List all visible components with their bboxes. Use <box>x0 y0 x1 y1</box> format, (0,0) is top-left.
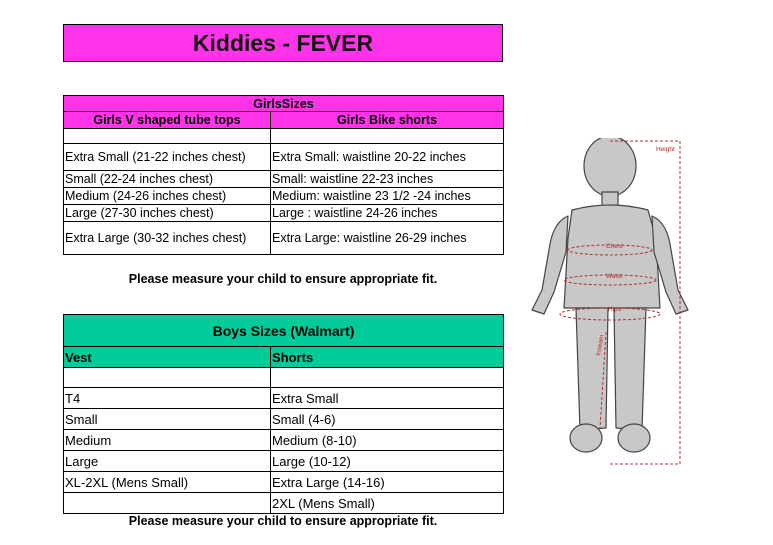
girls-table-header: GirlsSizes <box>64 96 504 112</box>
right-leg-shape <box>614 308 646 430</box>
table-cell: Large (27-30 inches chest) <box>64 205 271 222</box>
child-measurement-figure <box>510 138 725 468</box>
table-cell: Extra Small: waistline 20-22 inches <box>271 144 504 171</box>
table-cell: Extra Small (21-22 inches chest) <box>64 144 271 171</box>
table-cell: Small (4-6) <box>271 409 504 430</box>
table-cell: Medium: waistline 23 1/2 -24 inches <box>271 188 504 205</box>
neck-shape <box>602 192 618 206</box>
table-cell: Large (10-12) <box>271 451 504 472</box>
boys-col-vest: Vest <box>64 347 271 368</box>
table-cell: XL-2XL (Mens Small) <box>64 472 271 493</box>
table-cell: Small <box>64 409 271 430</box>
empty-cell <box>271 129 504 144</box>
measure-note: Please measure your child to ensure appropriate fit. <box>128 272 438 286</box>
empty-cell <box>64 368 271 388</box>
height-label: Height <box>656 146 675 153</box>
girls-col-shorts: Girls Bike shorts <box>271 112 504 129</box>
table-cell: Extra Large (30-32 inches chest) <box>64 222 271 255</box>
table-cell: 2XL (Mens Small) <box>271 493 504 514</box>
empty-cell <box>64 493 271 514</box>
table-cell: Extra Large: waistline 26-29 inches <box>271 222 504 255</box>
left-arm-shape <box>532 216 568 314</box>
table-cell: Small (22-24 inches chest) <box>64 171 271 188</box>
boys-col-shorts: Shorts <box>271 347 504 368</box>
boys-table-header: Boys Sizes (Walmart) <box>64 315 504 347</box>
girls-col-tops: Girls V shaped tube tops <box>64 112 271 129</box>
table-cell: Medium (8-10) <box>271 430 504 451</box>
boys-size-table <box>63 314 504 514</box>
empty-cell <box>64 129 271 144</box>
table-cell: Small: waistline 22-23 inches <box>271 171 504 188</box>
measure-note: Please measure your child to ensure appropriate fit. <box>128 514 438 528</box>
table-cell: Medium <box>64 430 271 451</box>
page-title: Kiddies - FEVER <box>63 24 503 62</box>
table-cell: Large <box>64 451 271 472</box>
left-foot-shape <box>570 424 602 452</box>
table-cell: Medium (24-26 inches chest) <box>64 188 271 205</box>
torso-shape <box>564 205 660 308</box>
table-cell: Extra Large (14-16) <box>271 472 504 493</box>
chest-label: Chest <box>606 243 623 250</box>
empty-cell <box>271 368 504 388</box>
girls-size-table <box>63 95 504 255</box>
inseam-label: Inseam <box>595 334 606 357</box>
table-cell: Large : waistline 24-26 inches <box>271 205 504 222</box>
table-cell: T4 <box>64 388 271 409</box>
table-cell: Extra Small <box>271 388 504 409</box>
head-shape <box>584 138 636 196</box>
right-foot-shape <box>618 424 650 452</box>
waist-label: Waist <box>606 273 623 280</box>
hips-label: Hips <box>608 306 622 313</box>
